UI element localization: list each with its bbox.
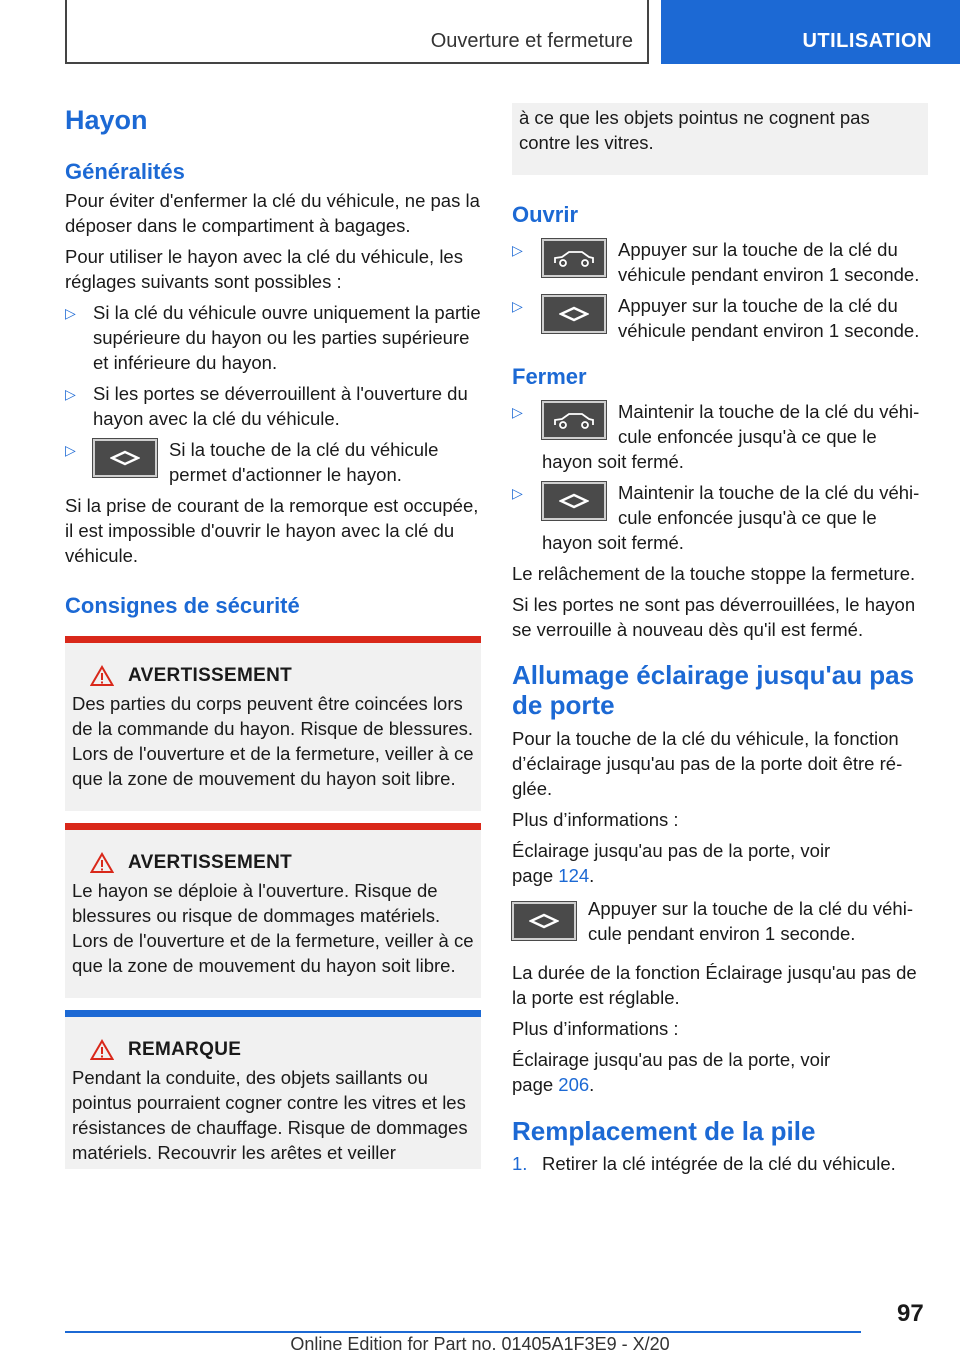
page-link-124[interactable]: 124 xyxy=(558,865,590,886)
tailgate-key-button-icon xyxy=(93,439,157,477)
bullet-triangle-icon: ▷ xyxy=(65,442,76,458)
paragraph: Plus d’informations : xyxy=(512,809,679,830)
heading-securite: Consignes de sécurité xyxy=(65,593,300,618)
list-item: ▷ Appuyer sur la touche de la clé du véhicule pendant environ 1 seconde. xyxy=(512,295,920,341)
cross-reference: Éclairage jusqu'au pas de la porte, voir page 206. xyxy=(512,1049,831,1095)
page-header xyxy=(0,0,960,66)
list-item: ▷ Appuyer sur la touche de la clé du véhicule pendant environ 1 seconde. xyxy=(512,239,920,285)
section-box xyxy=(65,0,649,64)
car-key-button-icon xyxy=(542,401,606,439)
warning-text: Le hayon se déploie à l'ouverture. Risque de blessures ou risque de dommages matériels. Lors de l'ouverture et de la fermeture, veiller à ce que la zone de mouvement du hayon soit libre. xyxy=(72,880,474,976)
key-instruction: Appuyer sur la touche de la clé du véhicule pendant environ 1 seconde. xyxy=(512,896,928,946)
list-item: ▷ Si la clé du véhicule ouvre uniquement la partie supérieure du hayon ou les parties supérieure et inférieure du hayon. xyxy=(65,302,481,373)
paragraph: Si la prise de courant de la remorque est occupée, il est impossible d'ouvrir le hayon avec la clé du véhicule. xyxy=(65,495,479,566)
list-item: ▷ Si la touche de la clé du véhicule permet d'actionner le hayon. xyxy=(65,439,439,485)
bullet-triangle-icon: ▷ xyxy=(65,386,76,402)
bullet-triangle-icon: ▷ xyxy=(512,404,523,420)
paragraph: Pour la touche de la clé du véhicule, la fonction d’éclairage jusqu'au pas de la porte doit être réglée. xyxy=(512,728,903,799)
warning-box xyxy=(65,823,481,998)
title-hayon: Hayon xyxy=(65,105,148,135)
heading-fermer: Fermer xyxy=(512,364,587,389)
step-number: 1. xyxy=(512,1153,528,1174)
section-title: Ouverture et fermeture xyxy=(430,30,633,52)
paragraph: La durée de la fonction Éclairage jusqu'au pas de la porte est réglable. xyxy=(512,962,917,1008)
heading-allumage: Allumage éclairage jusqu'au pas de porte xyxy=(512,660,915,720)
tailgate-key-button-icon xyxy=(542,482,606,520)
paragraph: Le relâchement de la touche stoppe la fermeture. xyxy=(512,563,916,584)
bullet-triangle-icon: ▷ xyxy=(512,485,523,501)
note-box-continued: à ce que les objets pointus ne cognent pas contre les vitres. xyxy=(512,103,928,175)
tailgate-key-button-icon xyxy=(512,902,576,940)
warning-text: Des parties du corps peuvent être coincées lors de la commande du hayon. Risque de blessures. Lors de l'ouverture et de la fermeture, veiller à ce que la zone de mouvement du hayon soit libre. xyxy=(72,693,474,789)
tailgate-key-button-icon xyxy=(542,295,606,333)
left-column xyxy=(65,100,481,1169)
page-number: 97 xyxy=(897,1300,924,1327)
bullet-triangle-icon: ▷ xyxy=(512,298,523,314)
chapter-tab-label: UTILISATION xyxy=(802,30,932,52)
note-text: Pendant la conduite, des objets saillants ou pointus pourraient cogner contre les vitres et les résistances de chauffage. Risque de dommages matériels. Recouvrir les arêtes et veiller xyxy=(72,1067,468,1163)
paragraph: Pour utiliser le hayon avec la clé du véhicule, les réglages suivants sont possibles : xyxy=(65,246,463,292)
list-item: ▷ Si les portes se déverrouillent à l'ouverture du hayon avec la clé du véhicule. xyxy=(65,383,468,429)
list-item: ▷ Maintenir la touche de la clé du véhicule enfoncée jusqu'à ce que le hayon soit fermé. xyxy=(512,401,920,472)
note-box xyxy=(65,1010,481,1169)
list-item: ▷ Maintenir la touche de la clé du véhicule enfoncée jusqu'à ce que le hayon soit fermé. xyxy=(512,482,920,553)
heading-generalites: Généralités xyxy=(65,159,185,184)
chapter-tab xyxy=(661,0,960,64)
note-title: REMARQUE xyxy=(128,1039,242,1060)
paragraph: Plus d’informations : xyxy=(512,1018,679,1039)
heading-pile: Remplacement de la pile xyxy=(512,1116,816,1146)
footer-rule xyxy=(65,1331,861,1333)
warning-triangle-icon xyxy=(90,852,114,874)
right-column xyxy=(512,103,928,1182)
bullet-triangle-icon: ▷ xyxy=(512,242,523,258)
warning-title: AVERTISSEMENT xyxy=(128,852,293,873)
warning-box xyxy=(65,636,481,811)
paragraph: Pour éviter d'enfermer la clé du véhicule, ne pas la déposer dans le compartiment à bagages. xyxy=(65,190,480,236)
cross-reference: Éclairage jusqu'au pas de la porte, voir page 124. xyxy=(512,840,831,886)
paragraph: Si les portes ne sont pas déverrouillées, le hayon se verrouille à nouveau dès qu'il est fermé. xyxy=(512,594,916,640)
edition-footer: Online Edition for Part no. 01405A1F3E9 - X/20 xyxy=(290,1334,670,1354)
list-item: 1. Retirer la clé intégrée de la clé du véhicule. xyxy=(512,1153,896,1174)
warning-triangle-icon xyxy=(90,1039,114,1061)
bullet-triangle-icon: ▷ xyxy=(65,305,76,321)
heading-ouvrir: Ouvrir xyxy=(512,202,579,227)
page-link-206[interactable]: 206 xyxy=(558,1074,590,1095)
car-key-button-icon xyxy=(542,239,606,277)
warning-triangle-icon xyxy=(90,665,114,687)
warning-title: AVERTISSEMENT xyxy=(128,665,293,686)
